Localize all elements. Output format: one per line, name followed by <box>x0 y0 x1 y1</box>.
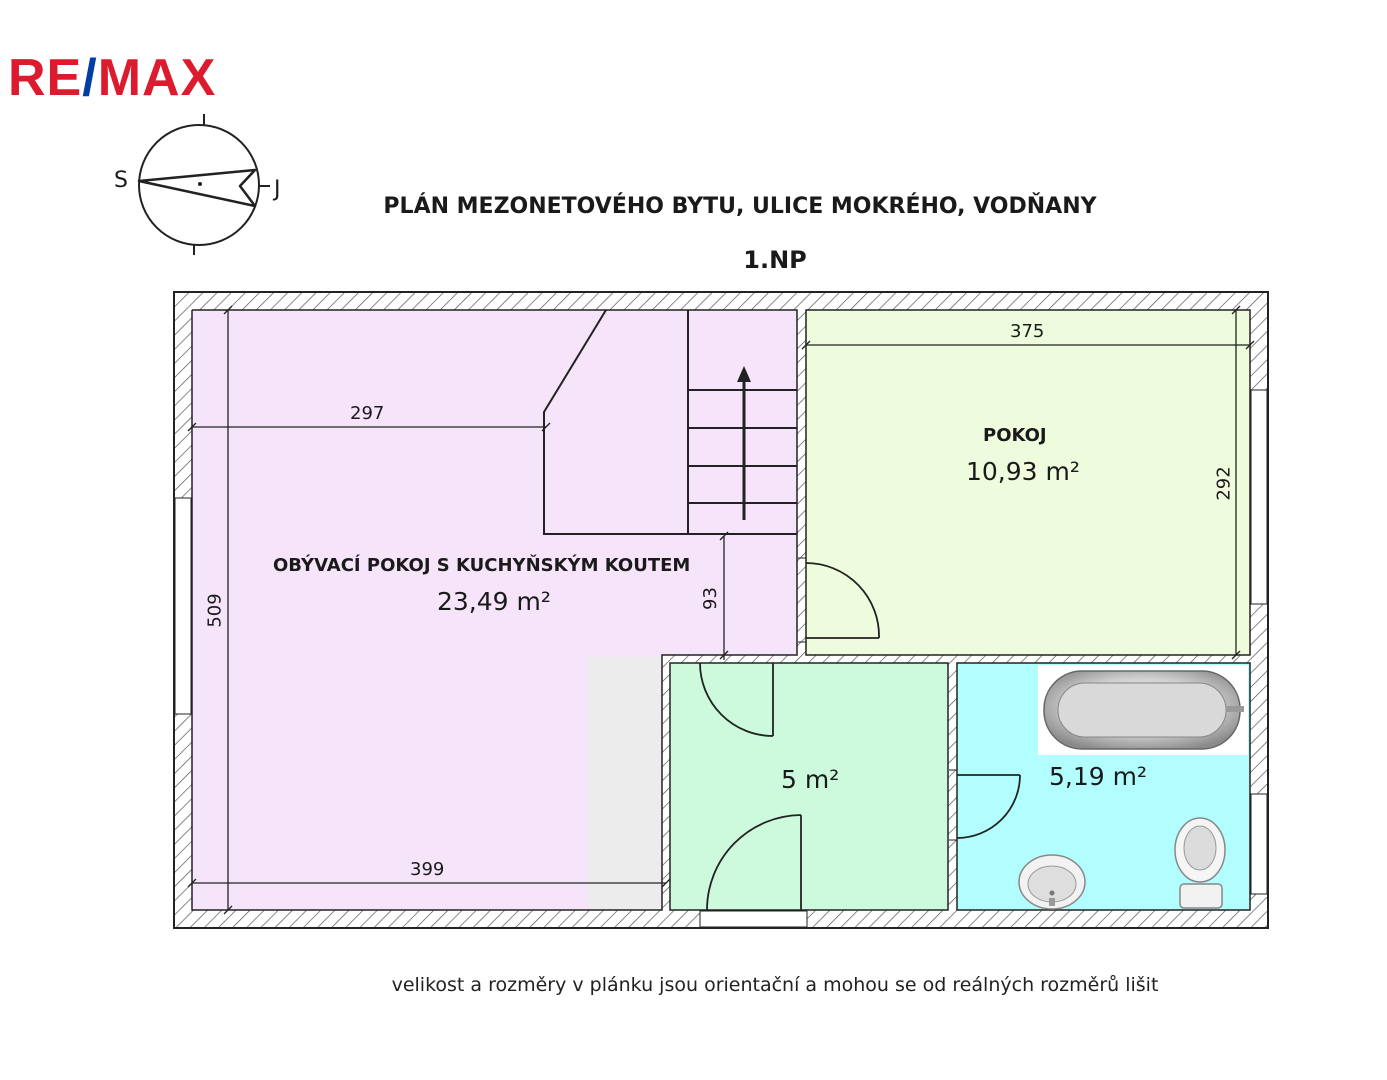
compass-north-label: S <box>114 168 128 193</box>
dim-bedroom-width: 375 <box>1010 321 1045 342</box>
living-room-name: OBÝVACÍ POKOJ S KUCHYŇSKÝM KOUTEM <box>273 555 691 576</box>
logo-slash: / <box>82 49 98 107</box>
bathtub-icon <box>1038 665 1248 755</box>
dim-living-top: 297 <box>350 403 385 424</box>
disclaimer-note: velikost a rozměry v plánku jsou orientační a mohou se od reálných rozměrů lišit <box>391 974 1159 996</box>
hall-area: 5 m² <box>781 765 840 794</box>
logo-text-right: MAX <box>97 49 217 107</box>
toilet-icon <box>1175 818 1225 908</box>
dim-living-height: 509 <box>204 593 226 628</box>
floor-label: 1.NP <box>743 246 807 274</box>
bathroom-area: 5,19 m² <box>1049 762 1147 791</box>
sink-icon <box>1019 855 1085 909</box>
dim-living-bottom: 399 <box>410 859 445 880</box>
compass-icon <box>139 114 270 255</box>
logo-text-left: RE <box>8 49 83 107</box>
living-room-area: 23,49 m² <box>437 587 551 616</box>
compass-south-label: J <box>274 177 281 202</box>
bedroom-name: POKOJ <box>983 425 1047 446</box>
dim-bedroom-height: 292 <box>1213 466 1235 501</box>
dim-stair-gap: 93 <box>699 587 721 610</box>
plan-title: PLÁN MEZONETOVÉHO BYTU, ULICE MOKRÉHO, VODŇANY <box>383 194 1097 219</box>
bedroom-area: 10,93 m² <box>966 457 1080 486</box>
